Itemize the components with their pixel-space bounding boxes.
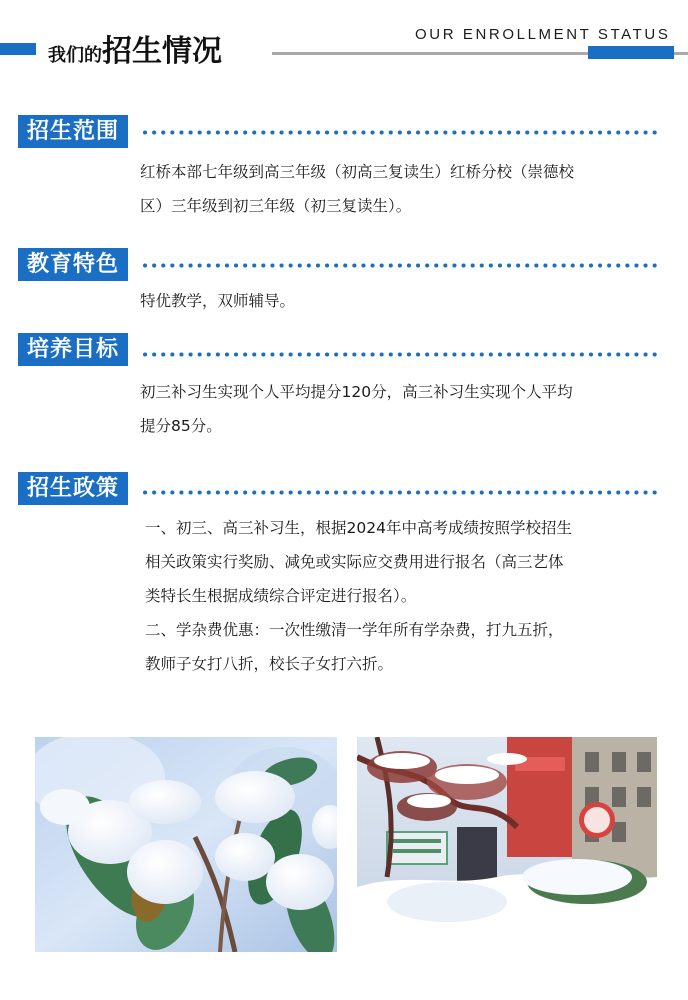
snowy-school-street-photo <box>357 737 657 952</box>
section-text-enrollment-policy <box>145 511 572 681</box>
section-text-education-features <box>140 284 295 318</box>
text-line: 类特长生根据成绩综合评定进行报名）。 <box>145 587 417 605</box>
text-line: 相关政策实行奖励、减免或实际应交费用进行报名（高三艺体 <box>145 553 564 571</box>
text-line: 二、学杂费优惠：一次性缴清一学年所有学杂费，打九五折， <box>145 621 564 639</box>
text-line: 红桥本部七年级到高三年级（初高三复读生）红桥分校（崇德校 <box>140 163 575 181</box>
header-accent-bar-left <box>0 43 36 55</box>
text-line: 一、初三、高三补习生，根据2024年中高考成绩按照学校招生 <box>145 519 572 537</box>
section-text-training-goals <box>140 375 573 443</box>
snow-leaves-photo <box>35 737 337 952</box>
section-label-education-features: 教育特色 <box>18 248 128 281</box>
text-line: 教师子女打八折，校长子女打六折。 <box>145 655 394 673</box>
page-subtitle: OUR ENROLLMENT STATUS <box>415 26 671 43</box>
text-line: 区）三年级到初三年级（初三复读生）。 <box>140 197 412 215</box>
page-title <box>48 26 222 70</box>
text-line: 提分85分。 <box>140 417 222 435</box>
dotted-divider <box>143 263 665 268</box>
section-label-enrollment-policy: 招生政策 <box>18 472 128 505</box>
dotted-divider <box>143 130 665 135</box>
section-label-training-goals: 培养目标 <box>18 333 128 366</box>
text-line: 特优教学，双师辅导。 <box>140 292 296 310</box>
section-label-enrollment-scope: 招生范围 <box>18 115 128 148</box>
page-title-prefix: 我们的 <box>48 45 102 66</box>
section-text-enrollment-scope <box>140 155 574 223</box>
dotted-divider <box>143 490 665 495</box>
text-line: 初三补习生实现个人平均提分120分，高三补习生实现个人平均 <box>140 383 573 401</box>
page-title-main: 招生情况 <box>102 34 222 69</box>
header-accent-bar-right <box>588 46 674 59</box>
dotted-divider <box>143 352 665 357</box>
